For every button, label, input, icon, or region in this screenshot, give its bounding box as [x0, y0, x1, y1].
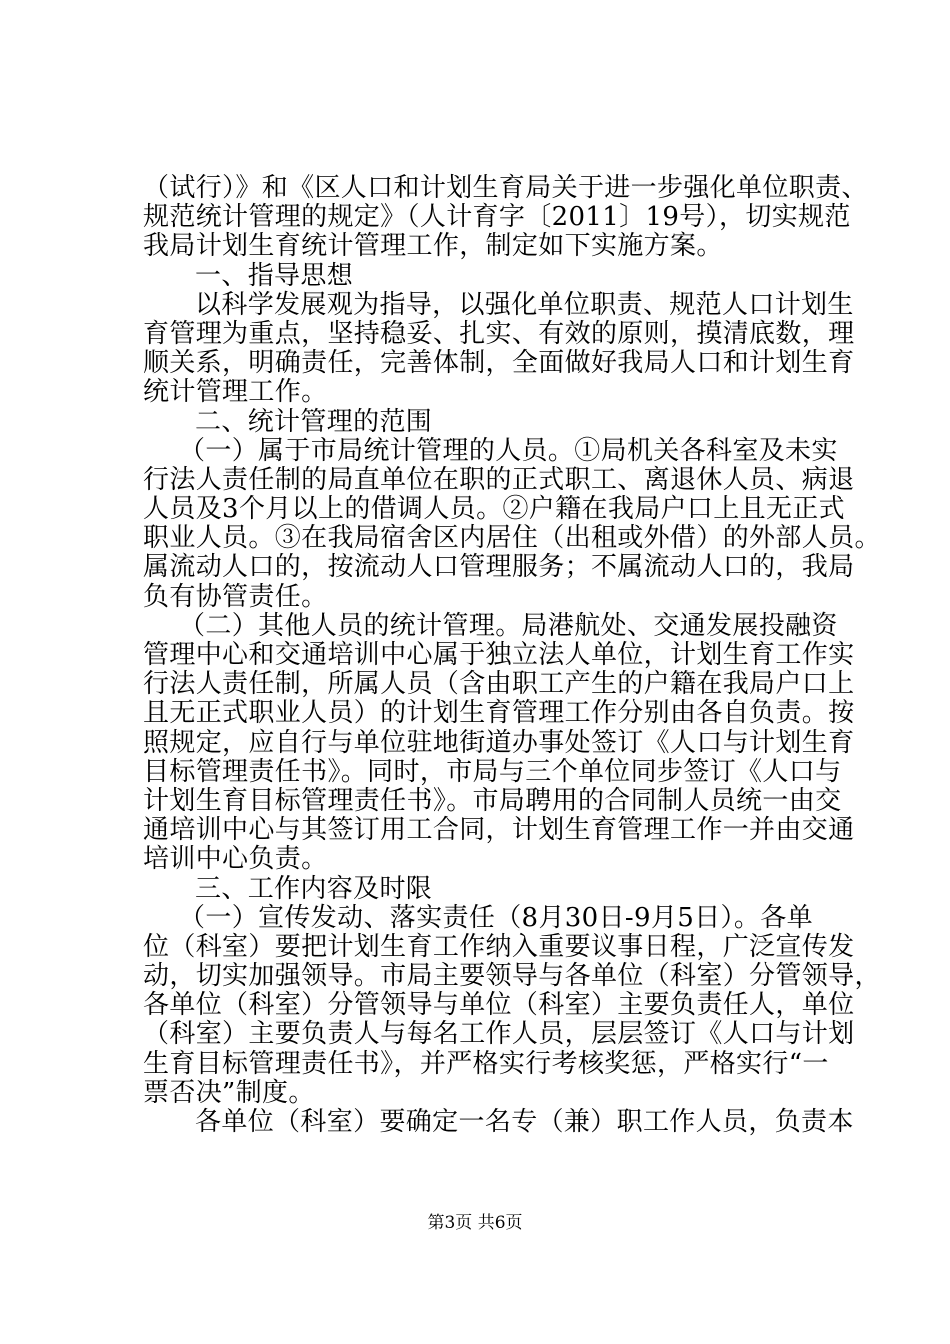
text-line: 计划生育目标管理责任书》。市局聘用的合同制人员统一由交	[143, 785, 842, 816]
text-line: 生育目标管理责任书》，并严格实行考核奖惩，严格实行“一	[143, 1048, 829, 1079]
text-line: 属流动人口的，按流动人口管理服务；不属流动人口的，我局	[143, 552, 855, 583]
text-line: 培训中心负责。	[143, 844, 328, 875]
text-line: （二）其他人员的统计管理。局港航处、交通发展投融资	[179, 610, 838, 641]
text-line: 照规定，应自行与单位驻地街道办事处签订《人口与计划生育	[143, 727, 855, 758]
text-line: 人员及3个月以上的借调人员。②户籍在我局户口上且无正式	[143, 494, 845, 525]
text-line: 且无正式职业人员）的计划生育管理工作分别由各自负责。按	[143, 698, 855, 729]
section-heading: 三、工作内容及时限	[195, 873, 433, 904]
text-line: 行法人责任制，所属人员（含由职工产生的户籍在我局户口上	[143, 669, 855, 700]
document-body	[143, 173, 881, 1137]
text-line: 统计管理工作。	[143, 377, 328, 408]
text-line: 各单位（科室）要确定一名专（兼）职工作人员，负责本	[195, 1107, 854, 1137]
text-line: （一）属于市局统计管理的人员。①局机关各科室及未实	[179, 435, 838, 466]
text-line: 位（科室）要把计划生育工作纳入重要议事日程，广泛宣传发	[143, 931, 855, 962]
text-line: 育管理为重点，坚持稳妥、扎实、有效的原则，摸清底数，理	[143, 318, 855, 349]
text-line: 目标管理责任书》。同时，市局与三个单位同步签订《人口与	[143, 756, 842, 787]
text-line: 管理中心和交通培训中心属于独立法人单位，计划生育工作实	[143, 640, 855, 670]
text-line: 规范统计管理的规定》（人计育字〔2011〕19号），切实规范	[143, 202, 851, 233]
text-line: （科室）主要负责人与每名工作人员，层层签订《人口与计划	[143, 1019, 855, 1050]
text-line: 行法人责任制的局直单位在职的正式职工、离退休人员、病退	[143, 464, 855, 495]
section-heading: 二、统计管理的范围	[195, 406, 433, 437]
text-line: 通培训中心与其签订用工合同，计划生育管理工作一并由交通	[143, 815, 855, 846]
text-line: 票否决”制度。	[143, 1077, 315, 1108]
section-heading: 一、指导思想	[195, 260, 354, 291]
text-line: 我局计划生育统计管理工作，制定如下实施方案。	[143, 231, 723, 262]
text-line: 负有协管责任。	[143, 581, 328, 612]
text-line: 职业人员。③在我局宿舍区内居住（出租或外借）的外部人员。	[143, 523, 881, 554]
text-line: 各单位（科室）分管领导与单位（科室）主要负责任人，单位	[143, 990, 855, 1021]
text-line: 顺关系，明确责任，完善体制，全面做好我局人口和计划生育	[143, 348, 855, 379]
text-line: （一）宣传发动、落实责任（8月30日-9月5日）。各单	[179, 902, 813, 933]
page-footer: 第3页 共6页	[427, 1213, 523, 1233]
text-line: （试行）》和《区人口和计划生育局关于进一步强化单位职责、	[143, 173, 868, 203]
text-line: 动，切实加强领导。市局主要领导与各单位（科室）分管领导，	[143, 961, 881, 992]
text-line: 以科学发展观为指导，以强化单位职责、规范人口计划生	[195, 289, 854, 320]
